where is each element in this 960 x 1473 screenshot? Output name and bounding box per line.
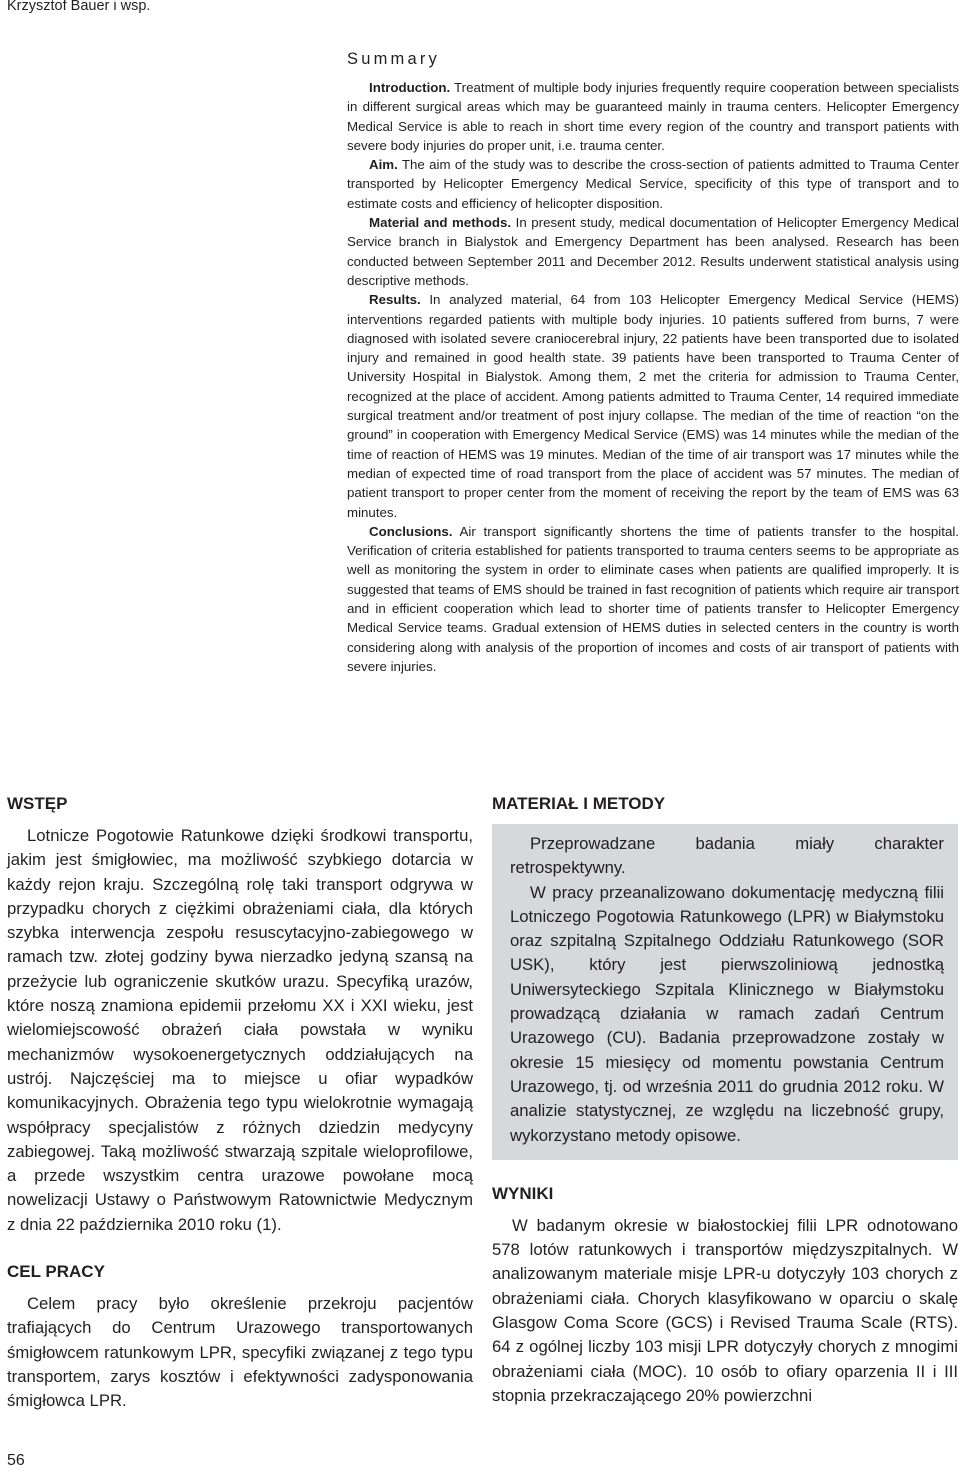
left-column (7, 794, 473, 1414)
results-label: Results. (369, 292, 421, 308)
summary-results (347, 290, 959, 522)
right-column (492, 794, 958, 1408)
summary-conclusions (347, 522, 959, 676)
cel-pracy-paragraph: Celem pracy było określenie przekroju pacjentów trafiających do Centrum Urazowego transportowanych śmigłowcem ratunkowym LPR, specyfiki związanej z tego typu transportem, zarys kosztów i efektywności zadysponowania śmigłowca LPR. (7, 1294, 473, 1411)
material-i-metody-box (492, 824, 958, 1160)
results-text: In analyzed material, 64 from 103 Helicopter Emergency Medical Service (HEMS) interventions regarded patients with multiple body injuries. 10 patients suffered from burns, 7 were diagnosed with isolated severe craniocerebral injury, 22 patients have been transported due to isolated injury and remained in good health state. 39 patients have been transported to Trauma Center of University Hospital in Bialystok. Among them, 2 met the criteria for admission to Trauma Center, recognized at the place of accident. Among patients admitted to Trauma Center, 14 required immediate surgical treatment and/or treatment of post injury collapse. The median of the time of reaction “on the ground” in cooperation with Emergency Medical Service (EMS) was 14 minutes while the median of the time of reaction of HEMS was 19 minutes. Median of the time of air transport was 17 minutes while the median of expected time of road transport from the place of accident was 57 minutes. The median of patient transport to proper center from the moment of receiving the report by the team of EMS was 63 minutes. (347, 292, 959, 520)
summary-aim (347, 155, 959, 213)
summary-section (347, 50, 959, 676)
aim-text: The aim of the study was to describe the cross-section of patients admitted to Trauma Center transported by Helicopter Emergency Medical Service, specificity of this type of transport and to estimate costs and efficiency of helicopter disposition. (347, 157, 959, 211)
conclusions-label: Conclusions. (369, 523, 453, 539)
wstep-heading: WSTĘP (7, 794, 68, 813)
running-head: Krzysztof Bauer i wsp. (7, 0, 151, 14)
aim-label: Aim. (369, 157, 398, 173)
methods-label: Material and methods. (369, 215, 512, 231)
wstep-paragraph: Lotnicze Pogotowie Ratunkowe dzięki środkowi transportu, jakim jest śmigłowiec, ma możliwość szybkiego dotarcia w każdy rejon kraju. Szczególną rolę taki transport odgrywa w przypadku chorych z ciężkimi obrażeniami ciała, dla których szybka interwencja zespołu resuscytacyjno-zabiegowego w ramach tzw. złotej godziny bywa nierzadko jedyną szansą na przeżycie lub ograniczenie skutków urazu. Specyfiką urazów, które noszą znamiona epidemii przełomu XX i XXI wieku, jest wielomiejscowość obrażeń ciała powstała w wyniku mechanizmów wysokoenergetycznych oddziałujących na ustrój. Najczęściej ma to miejsce u ofiar wypadków komunikacyjnych. Obrażenia tego typu wielokrotnie wymagają współpracy specjalistów z różnych dziedzin medycyny zabiegowej. Taką możliwość stwarzają szpitale wieloprofilowe, a przede wszystkim centra urazowe powołane mocą nowelizacji Ustawy o Państwowym Ratownictwie Medycznym z dnia 22 października 2010 roku (1). (7, 826, 473, 1234)
methods-paragraph: Przeprowadzane badania miały charakter retrospektywny. (510, 834, 944, 878)
summary-methods (347, 213, 959, 290)
cel-pracy-heading: CEL PRACY (7, 1262, 105, 1282)
wyniki-paragraph: W badanym okresie w białostockiej filii LPR odnotowano 578 lotów ratunkowych i transportów międzyszpitalnych. W analizowanym materiale misje LPR-u dotyczyły 103 chorych z obrażeniami ciała. Chorych klasyfikowano w oparciu o skalę Glasgow Coma Score (GCS) i Revised Trauma Scale (RTS). 64 z ogólnej liczby 103 misji LPR dotyczyły chorych z mnogimi obrażeniami ciała (MOC). 10 osób to ofiary oparzenia II i III stopnia przekraczającego 20% powierzchni (492, 1215, 958, 1405)
conclusions-text: Air transport significantly shortens the time of patients transfer to the hospital. Verification of criteria established for patients transported to trauma centers seems to be appropriate as well as monitoring the system in order to eliminate cases when patients are qualified improperly. It is suggested that teams of EMS should be trained in fast recognition of patients which require air transport and in efficient cooperation which lead to shorter time of patients transfer to Helicopter Emergency Medical Service teams. Gradual extension of HEMS duties in selected centers in the country is worth considering along with analysis of the proportion of incomes and costs of air transport of patients with severe injuries. (347, 523, 959, 674)
methods-paragraph: W pracy przeanalizowano dokumentację medyczną filii Lotniczego Pogotowia Ratunkowego (LPR) w Białymstoku oraz szpitalną Szpitalnego Oddziału Ratunkowego (SOR USK), który jest pierwszoliniową jednostką Uniwersyteckiego Szpitala Klinicznego w Białymstoku prowadzącą działania w ramach zadań Centrum Urazowego (CU). Badania przeprowadzone zostały w okresie 15 miesięcy od momentu powstania Centrum Urazowego, tj. od września 2011 do grudnia 2012 roku. W analizie statystycznej, ze względu na liczebność grupy, wykorzystano metody opisowe. (510, 882, 944, 1145)
introduction-label: Introduction. (369, 80, 451, 95)
summary-introduction (347, 78, 959, 155)
page-number: 56 (7, 1452, 25, 1469)
wyniki-heading: WYNIKI (492, 1183, 554, 1203)
material-i-metody-heading: MATERIAŁ I METODY (492, 794, 666, 813)
summary-title: Summary (347, 50, 440, 68)
introduction-text: Treatment of multiple body injuries frequently require cooperation between specialists in different surgical areas which may be guaranteed mainly in trauma centers. Helicopter Emergency Medical Service is able to reach in short time every region of the country and transport patients with severe body injuries do proper unit, i.e. trauma center. (347, 80, 959, 153)
methods-text: In present study, medical documentation of Helicopter Emergency Medical Service branch in Bialystok and Emergency Department has been analysed. Research has been conducted between September 2011 and December 2012. Results underwent statistical analysis using descriptive methods. (347, 215, 959, 288)
